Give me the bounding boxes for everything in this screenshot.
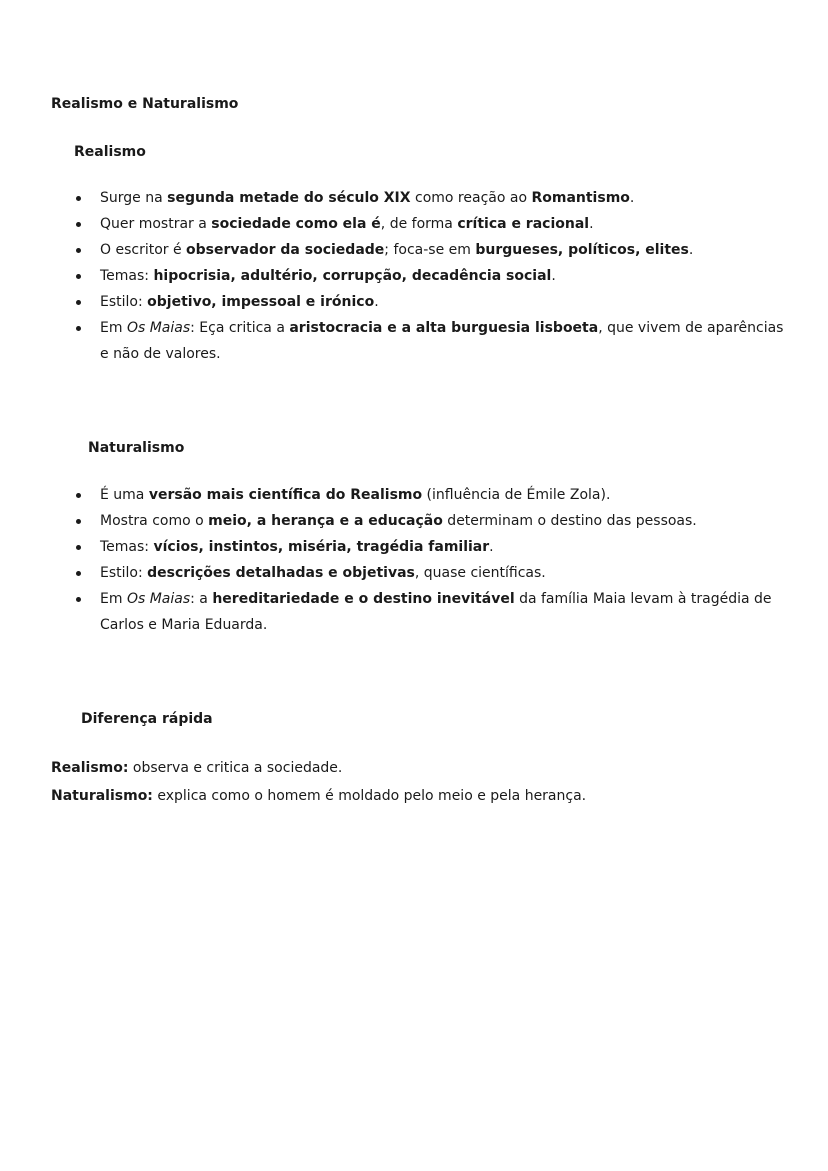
bold-text: vícios, instintos, miséria, tragédia familiar [153,539,490,555]
bold-text: Romantismo [531,190,630,206]
text-run: Temas: [100,268,154,284]
text-run: Em [100,591,127,607]
bullet-icon [76,519,81,524]
bold-text: crítica e racional [457,216,590,232]
bullet-icon [76,300,81,305]
bold-text: hipocrisia, adultério, corrupção, decadência social [153,268,552,284]
diferenca-heading: Diferença rápida [81,711,213,727]
summary-naturalismo [51,786,586,806]
bullet-item [0,289,828,315]
text-run: É uma [100,487,149,503]
naturalismo-heading: Naturalismo [88,440,185,456]
summary-realismo-text: observa e critica a sociedade. [128,760,343,776]
bullet-item [0,586,828,638]
bullet-icon [76,597,81,602]
text-run: Temas: [100,539,154,555]
text-run: . [489,539,494,555]
document-title: Realismo e Naturalismo [51,96,239,112]
text-run: : Eça critica a [190,320,290,336]
text-run: Surge na [100,190,168,206]
italic-text: Os Maias [126,320,191,336]
text-run: , que vivem de aparências e não de valores. [100,320,784,362]
text-run: Estilo: [100,565,148,581]
bold-text: descrições detalhadas e objetivas [147,565,415,581]
bullet-item [0,185,828,211]
text-run: ; foca-se em [384,242,476,258]
bullet-icon [76,196,81,201]
bullet-item [0,560,828,586]
text-run: : a [190,591,213,607]
bold-text: sociedade como ela é [211,216,381,232]
text-run: Quer mostrar a [100,216,212,232]
text-run: Estilo: [100,294,148,310]
bullet-item [0,508,828,534]
bold-text: objetivo, impessoal e irónico [147,294,375,310]
bold-text: aristocracia e a alta burguesia lisboeta [289,320,599,336]
bold-text: observador da sociedade [186,242,385,258]
bullet-item [0,534,828,560]
bold-text: segunda metade do século XIX [167,190,411,206]
text-run: Em [100,320,127,336]
text-run: . [589,216,594,232]
bullet-item [0,263,828,289]
italic-text: Os Maias [126,591,191,607]
bullet-icon [76,493,81,498]
text-run: como reação ao [410,190,532,206]
text-run: . [551,268,556,284]
bold-text: meio, a herança e a educação [208,513,443,529]
summary-naturalismo-label: Naturalismo: [51,788,153,804]
bullet-icon [76,545,81,550]
bold-text: hereditariedade e o destino inevitável [212,591,515,607]
text-run: , de forma [380,216,458,232]
bullet-item [0,237,828,263]
naturalismo-list [0,482,828,638]
text-run: O escritor é [100,242,187,258]
bold-text: burgueses, políticos, elites [475,242,689,258]
bullet-icon [76,571,81,576]
bullet-item [0,211,828,237]
summary-realismo-label: Realismo: [51,760,129,776]
text-run: . [688,242,694,258]
summary-realismo [51,758,342,778]
text-run: determinam o destino das pessoas. [442,513,697,529]
bullet-icon [76,274,81,279]
text-run: . [374,294,379,310]
text-run: da família Maia levam à tragédia de Carlos e Maria Eduarda. [100,591,772,633]
text-run: . [629,190,635,206]
bullet-icon [76,248,81,253]
summary-naturalismo-text: explica como o homem é moldado pelo meio e pela herança. [152,788,587,804]
text-run: , quase científicas. [414,565,546,581]
text-run: Mostra como o [100,513,209,529]
bullet-item [0,482,828,508]
bold-text: versão mais científica do Realismo [148,487,423,503]
realismo-heading: Realismo [74,144,146,160]
text-run: (influência de Émile Zola). [422,487,611,503]
bullet-icon [76,222,81,227]
realismo-list [0,185,828,367]
bullet-icon [76,326,81,331]
bullet-item [0,315,828,367]
